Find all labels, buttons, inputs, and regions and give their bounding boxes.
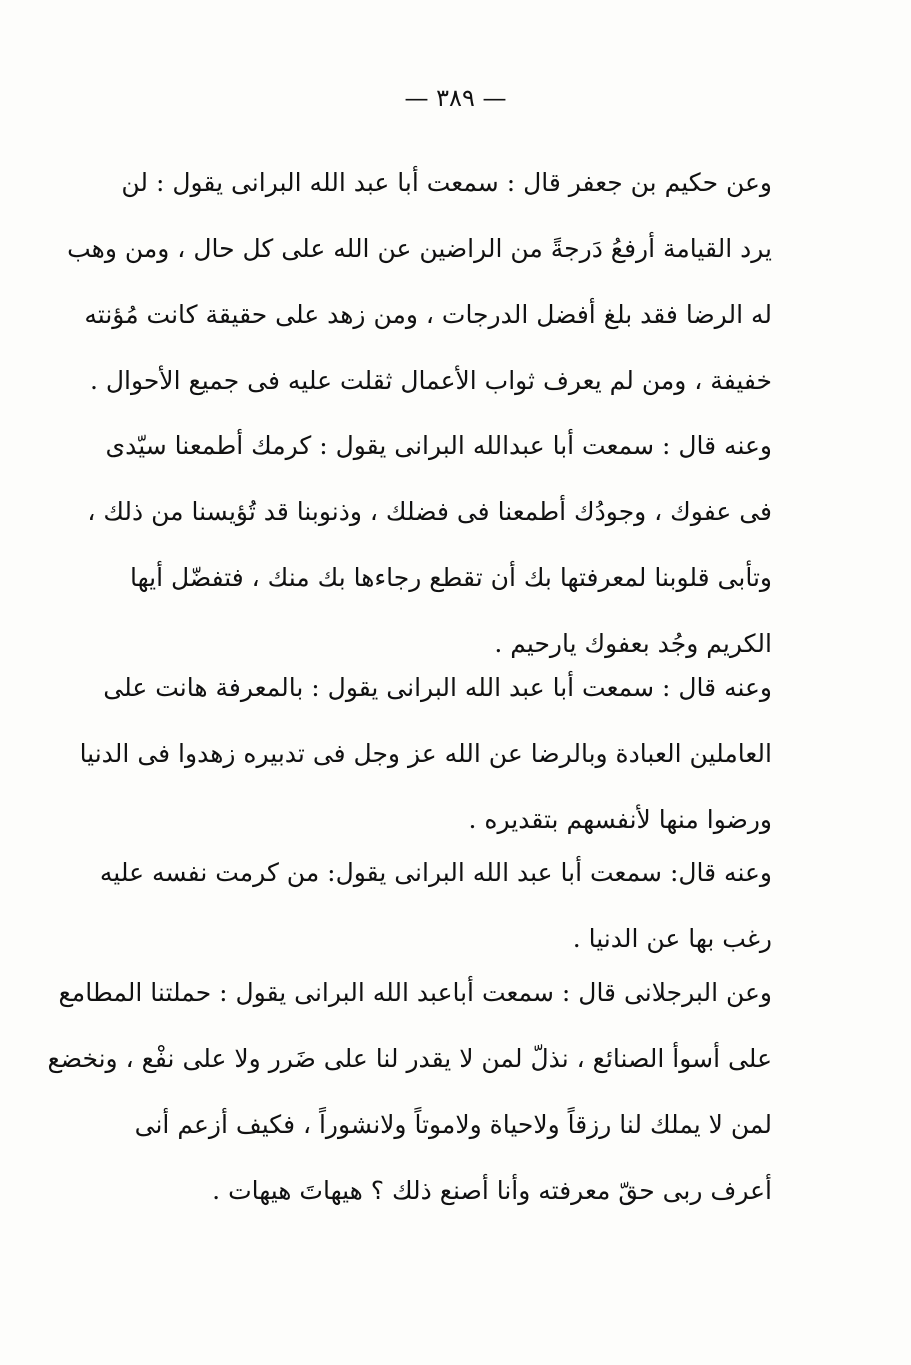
text-line: فى عفوك ، وجودُك أطمعنا فى فضلك ، وذنوبنا قد تُؤيسنا من ذلك ،: [87, 497, 772, 526]
text-line: العاملين العبادة وبالرضا عن الله عز وجل فى تدبيره زهدوا فى الدنيا: [79, 739, 772, 768]
text-line: يرد القيامة أرفعُ دَرجةً من الراضين عن الله على كل حال ، ومن وهب: [67, 234, 772, 263]
paragraph-2: [87, 413, 772, 677]
text-line: وعن حكيم بن جعفر قال : سمعت أبا عبد الله البرانى يقول : لن: [121, 168, 772, 197]
text-line: وعن البرجلانى قال : سمعت أباعبد الله البرانى يقول : حملتنا المطامع: [58, 978, 772, 1007]
paragraph-3: [79, 655, 772, 853]
text-line: له الرضا فقد بلغ أفضل الدرجات ، ومن زهد على حقيقة كانت مُؤنته: [84, 300, 772, 329]
text-line: خفيفة ، ومن لم يعرف ثواب الأعمال ثقلت عليه فى جميع الأحوال .: [89, 366, 772, 395]
text-line: ورضوا منها لأنفسهم بتقديره .: [468, 805, 772, 834]
text-line: وعنه قال : سمعت أبا عبد الله البرانى يقول : بالمعرفة هانت على: [103, 673, 772, 702]
text-line: الكريم وجُد بعفوك يارحيم .: [494, 629, 772, 658]
paragraph-1: [67, 150, 772, 414]
paragraph-4: [99, 840, 772, 972]
text-line: وعنه قال : سمعت أبا عبدالله البرانى يقول : كرمك أطمعنا سيّدى: [105, 431, 772, 460]
page-number: — ٣٨٩ —: [404, 84, 507, 112]
text-line: لمن لا يملك لنا رزقاً ولاحياة ولاموتاً ولانشوراً ، فكيف أزعم أنى: [134, 1110, 772, 1139]
text-line: أعرف ربى حقّ معرفته وأنا أصنع ذلك ؟ هيهاتَ هيهات .: [212, 1176, 772, 1205]
text-line: وتأبى قلوبنا لمعرفتها بك أن تقطع رجاءها بك منك ، فتفضّل أيها: [129, 563, 772, 592]
text-line: رغب بها عن الدنيا .: [572, 924, 772, 953]
text-line: وعنه قال: سمعت أبا عبد الله البرانى يقول: من كرمت نفسه عليه: [99, 858, 772, 887]
text-line: على أسوأ الصنائع ، نذلّ لمن لا يقدر لنا على ضَرر ولا على نفْع ، ونخضع: [47, 1044, 772, 1073]
paragraph-5: [47, 960, 772, 1224]
